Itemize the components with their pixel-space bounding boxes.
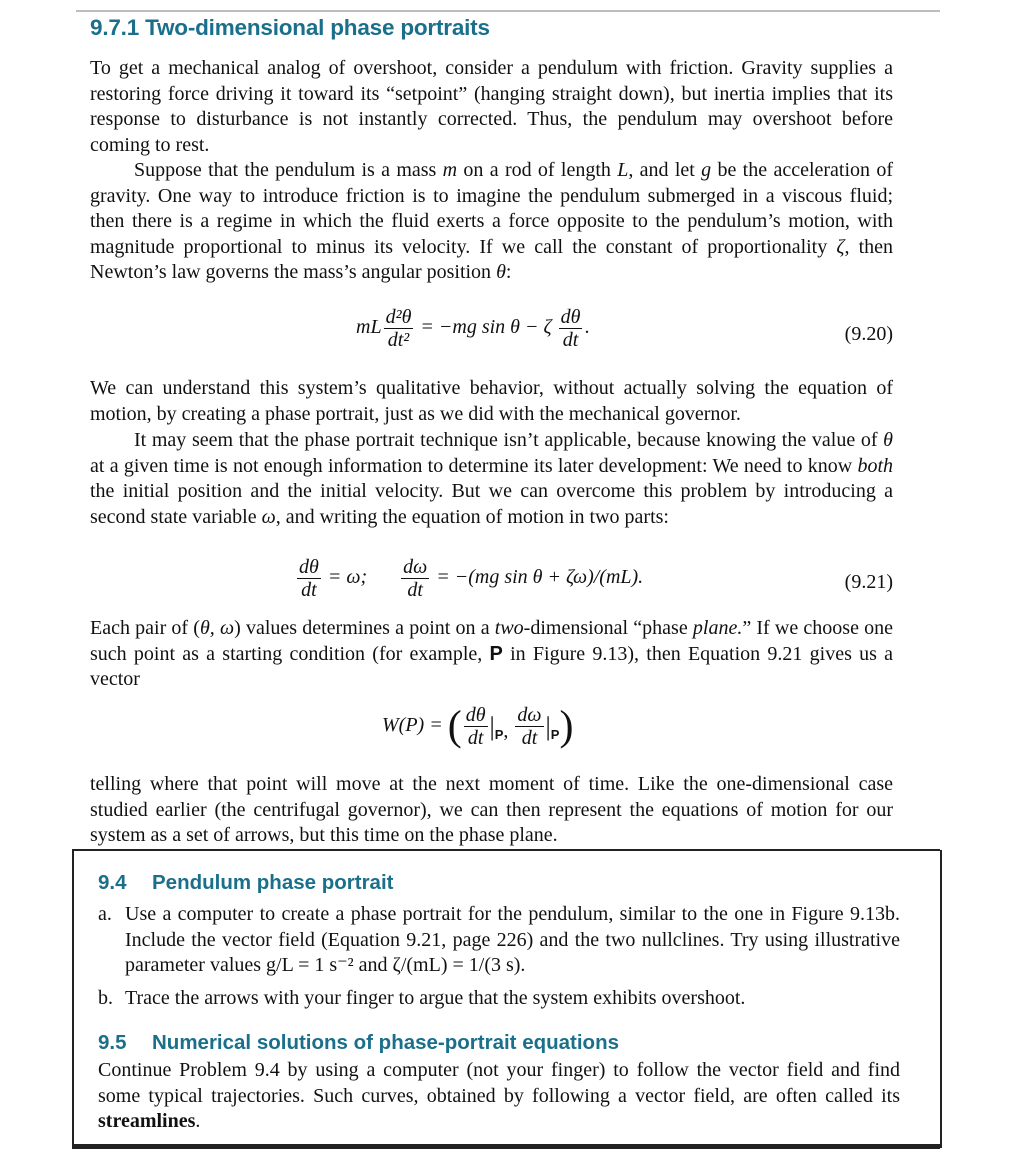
problem-box-bottom-rule xyxy=(72,1144,940,1149)
top-rule xyxy=(76,10,940,12)
paragraph-qualitative: We can understand this system’s qualitative behavior, without actually solving the equation of motion, by creating a phase portrait, just as we did with the mechanical governor. xyxy=(90,377,893,425)
paragraph-arrows-phase-plane: telling where that point will move at the next moment of time. Like the one-dimensional case studied earlier (the centrifugal governor), we can then represent the equations of motion for our system as a set of arrows, but this time on the phase plane. xyxy=(90,773,893,846)
problem-9-5-title: 9.5 Numerical solutions of phase-portrait equations xyxy=(98,1031,620,1054)
paragraph-phase-plane: Each pair of (θ, ω) values determines a point on a two-dimensional “phase plane.” If we choose one such point as a starting condition (for example, P in Figure 9.13), then Equation 9.21 gives us a vector xyxy=(90,617,894,690)
equation-number: (9.21) xyxy=(844,571,893,593)
paragraph-two-state-variables: It may seem that the phase portrait technique isn’t applicable, because knowing the value of θ at a given time is not enough information to determine its later development: We need to know both the initial position and the initial velocity. But we can overcome this problem by introducing a second state variable ω, and writing the equation of motion in two parts: xyxy=(90,429,893,528)
section-heading: 9.7.1 Two-dimensional phase portraits xyxy=(90,15,490,40)
problem-9-5-body: Continue Problem 9.4 by using a computer (not your finger) to follow the vector field and find some typical trajectories. Such curves, obtained by following a vector field, are often called its streamlines. xyxy=(98,1059,900,1132)
equation-9-20: mL $\frac{\text{d²θ}}{\text{dt²}}$ = −mg sin θ − ζ $\frac{d\theta}{dt}$ . (9.20) xyxy=(356,306,893,351)
paragraph-overshoot-intro: To get a mechanical analog of overshoot, consider a pendulum with friction. Gravity supplies a restoring force driving it toward its “setpoint” (hanging straight down), but inertia implies that its response to disturbance is not instantly corrected. Thus, the pendulum may overshoot before coming to rest. xyxy=(90,57,893,156)
paragraph-pendulum-setup: Suppose that the pendulum is a mass m on a rod of length L, and let g be the acceleration of gravity. One way to introduce friction is to imagine the pendulum submerged in a viscous fluid; then there is a regime in which the fluid exerts a force opposite to the pendulum’s motion, with magnitude proportional to minus its velocity. If we call the constant of proportionality ζ, then Newton’s law governs the mass’s angular position θ: xyxy=(90,159,894,283)
problem-9-4-title: 9.4 Pendulum phase portrait xyxy=(98,871,394,894)
problem-9-4-item-b: b. Trace the arrows with your finger to argue that the system exhibits overshoot. xyxy=(98,987,746,1009)
equation-9-21: $\frac{d\theta}{dt}$ = ω; $\frac{d\omega}{dt}$ = −(mg sin θ + ζω)/(mL). (9.21) xyxy=(299,556,893,601)
problem-9-4-item-a: a. Use a computer to create a phase portrait for the pendulum, similar to the one in Figure 9.13b. Include the vector field (Equation 9.21, page 226) and the two nullclines. Try using illustrative parameter values g/L = 1 s⁻² and ζ/(mL) = 1/(3 s). xyxy=(98,903,900,976)
equation-number: (9.20) xyxy=(844,323,893,345)
equation-vector-w: W(P) = ( $\frac{d\theta}{dt}$ $|_P$, $\frac{d\omega}{dt}$ $|_P$) xyxy=(382,703,574,750)
